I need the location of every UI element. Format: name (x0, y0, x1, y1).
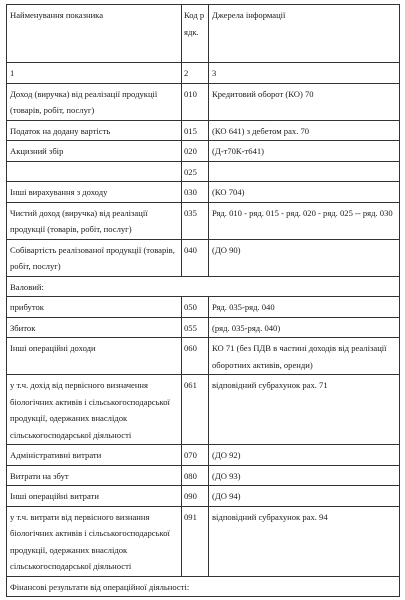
info-source: (ДО 93) (209, 465, 400, 486)
row-code: 061 (182, 375, 209, 445)
indicator-name: Чистий доход (виручка) від реалізації продукції (товарів, робіт, послуг) (7, 202, 182, 239)
section-operating-results-label: Фінансові результати від операційної діяльності: (7, 576, 400, 597)
indicator-name (7, 161, 182, 182)
numbering-cell-2: 2 (182, 63, 209, 84)
table-row (7, 83, 400, 120)
table-row (7, 141, 400, 162)
info-source: КО 71 (без ПДВ в частині доходів від реалізації оборотних активів, оренди) (209, 338, 400, 375)
section-row-operating-results (7, 576, 400, 597)
table-row (7, 202, 400, 239)
table-header-row (7, 5, 400, 63)
indicator-name: Податок на додану вартість (7, 120, 182, 141)
info-source: (ДО 94) (209, 486, 400, 507)
info-source: відповідний субрахунок рах. 94 (209, 506, 400, 576)
section-gross-label: Валовий: (7, 276, 400, 297)
table-row (7, 120, 400, 141)
indicator-name: Акцизний збір (7, 141, 182, 162)
indicator-name: Доход (виручка) від реалізації продукції (товарів, робіт, послуг) (7, 83, 182, 120)
info-source: (ряд. 035-ряд. 040) (209, 317, 400, 338)
indicator-name: у т.ч. дохід від первісного визначення біологічних активів і сільськогосподарської продукції, одержаних внаслідок сільськогосподарської діяльності (7, 375, 182, 445)
indicator-name: Збиток (7, 317, 182, 338)
info-source: (ДО 90) (209, 239, 400, 276)
column-numbering-row (7, 63, 400, 84)
indicator-name: Собівартість реалізованої продукції (товарів, робіт, послуг) (7, 239, 182, 276)
header-row-code: Код рядк. (182, 5, 209, 63)
row-code: 030 (182, 182, 209, 203)
row-code: 020 (182, 141, 209, 162)
numbering-cell-3: 3 (209, 63, 400, 84)
section-row-gross (7, 276, 400, 297)
indicators-table (6, 4, 400, 597)
table-row (7, 445, 400, 466)
row-code: 010 (182, 83, 209, 120)
table-row (7, 297, 400, 318)
indicator-name: Інші операційні витрати (7, 486, 182, 507)
row-code: 050 (182, 297, 209, 318)
indicator-name: прибуток (7, 297, 182, 318)
row-code: 015 (182, 120, 209, 141)
row-code: 080 (182, 465, 209, 486)
document-page (6, 4, 399, 596)
info-source (209, 161, 400, 182)
info-source: Ряд. 010 - ряд. 015 - ряд. 020 - ряд. 025 -- ряд. 030 (209, 202, 400, 239)
table-row (7, 161, 400, 182)
table-row (7, 239, 400, 276)
table-row (7, 182, 400, 203)
row-code: 040 (182, 239, 209, 276)
indicator-name: у т.ч. витрати від первісного визнання біологічних активів і сільськогосподарської продукції, одержаних внаслідок сільськогосподарської діяльності (7, 506, 182, 576)
table-row (7, 465, 400, 486)
table-row (7, 317, 400, 338)
info-source: (КО 704) (209, 182, 400, 203)
info-source: (КО 641) з дебетом рах. 70 (209, 120, 400, 141)
indicator-name: Витрати на збут (7, 465, 182, 486)
table-row (7, 486, 400, 507)
info-source: (Д-т70К-т641) (209, 141, 400, 162)
table-row (7, 506, 400, 576)
header-info-sources: Джерела інформації (209, 5, 400, 63)
row-code: 025 (182, 161, 209, 182)
row-code: 055 (182, 317, 209, 338)
info-source: Ряд. 035-ряд. 040 (209, 297, 400, 318)
row-code: 070 (182, 445, 209, 466)
row-code: 091 (182, 506, 209, 576)
table-row (7, 375, 400, 445)
info-source: Кредитовий оборот (КО) 70 (209, 83, 400, 120)
table-row (7, 338, 400, 375)
row-code: 060 (182, 338, 209, 375)
indicator-name: Інші вирахування з доходу (7, 182, 182, 203)
header-indicator-name: Найменування показника (7, 5, 182, 63)
numbering-cell-1: 1 (7, 63, 182, 84)
indicator-name: Адміністративні витрати (7, 445, 182, 466)
row-code: 035 (182, 202, 209, 239)
indicator-name: Інші операційні доходи (7, 338, 182, 375)
info-source: (ДО 92) (209, 445, 400, 466)
row-code: 090 (182, 486, 209, 507)
info-source: відповідний субрахунок рах. 71 (209, 375, 400, 445)
